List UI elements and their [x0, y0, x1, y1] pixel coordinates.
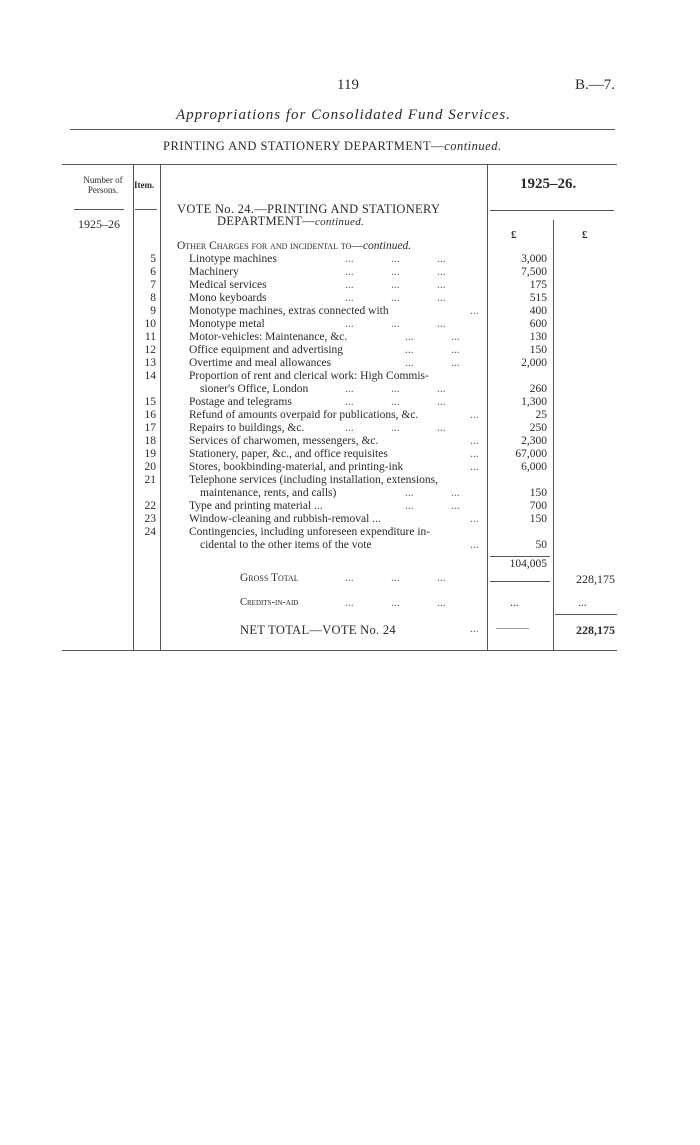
item-description: Motor-vehicles: Maintenance, &c.	[189, 331, 348, 343]
table-row	[0, 370, 700, 383]
item-amount: 400	[529, 305, 547, 317]
item-amount: 250	[529, 422, 547, 434]
item-amount: 260	[529, 383, 547, 395]
item-description: Refund of amounts overpaid for publications, &c.	[189, 409, 419, 421]
item-description: Proportion of rent and clerical work: High Commis-	[189, 370, 429, 382]
header-item: Item.	[134, 180, 155, 190]
dot-leader: ...	[470, 461, 479, 473]
item-description: Window-cleaning and rubbish-removal ...	[189, 513, 381, 525]
dot-leader: ...	[470, 448, 479, 460]
item-amount: 3,000	[521, 253, 547, 265]
item-description: Medical services	[189, 279, 267, 291]
item-description: Stores, bookbinding-material, and printing-ink	[189, 461, 404, 473]
vote-title-line2-text: DEPARTMENT—	[217, 214, 315, 228]
table-row	[0, 266, 700, 279]
item-description: Type and printing material ...	[189, 500, 323, 512]
table-row	[0, 461, 700, 474]
item-description: Telephone services (including installation, extensions,	[189, 474, 438, 486]
dot-leader: ... ... ...	[345, 318, 446, 330]
table-row	[0, 474, 700, 487]
dot-leader: ...	[470, 305, 479, 317]
header-rule-persons	[74, 209, 124, 210]
section-heading-text: PRINTING AND STATIONERY DEPARTMENT—	[163, 139, 445, 153]
dot-leader: ... ... ...	[345, 383, 446, 395]
item-description: Mono keyboards	[189, 292, 267, 304]
credits-value-2: ...	[578, 597, 587, 609]
dot-leader: ... ... ...	[345, 253, 446, 265]
item-number: 5	[150, 253, 156, 265]
other-charges-heading	[177, 240, 411, 252]
table-row	[0, 435, 700, 448]
item-number: 19	[144, 448, 156, 460]
table-row	[0, 253, 700, 266]
item-description: Monotype machines, extras connected with	[189, 305, 389, 317]
item-amount: 700	[529, 500, 547, 512]
item-number: 18	[144, 435, 156, 447]
item-description: Machinery	[189, 266, 239, 278]
item-description-cont: maintenance, rents, and calls)	[200, 487, 337, 499]
page-title: Appropriations for Consolidated Fund Services.	[176, 107, 512, 123]
net-total-leader: ...	[470, 623, 479, 635]
dot-leader: ... ... ...	[345, 266, 446, 278]
item-number: 24	[144, 526, 156, 538]
header-year: 1925–26.	[520, 176, 577, 192]
persons-year: 1925–26	[78, 217, 120, 231]
item-description: Office equipment and advertising	[189, 344, 344, 356]
item-description: Linotype machines	[189, 253, 277, 265]
item-description: Overtime and meal allowances	[189, 357, 332, 369]
vote-title-line1: VOTE No. 24.—PRINTING AND STATIONERY	[177, 202, 441, 216]
credits-rule	[555, 614, 617, 615]
item-amount: 130	[529, 331, 547, 343]
item-number: 22	[144, 500, 156, 512]
gross-total-value: 228,175	[576, 572, 615, 586]
item-amount: 150	[529, 487, 547, 499]
item-number: 11	[144, 331, 156, 343]
item-amount: 515	[529, 292, 547, 304]
item-description-cont: cidental to the other items of the vote	[200, 539, 372, 551]
dot-leader: ... ...	[405, 331, 460, 343]
currency-symbol-1: £	[511, 229, 517, 241]
item-number: 21	[144, 474, 156, 486]
table-row	[0, 526, 700, 539]
dot-leader: ... ... ...	[345, 292, 446, 304]
item-number: 6	[150, 266, 156, 278]
item-number: 9	[150, 305, 156, 317]
item-number: 20	[144, 461, 156, 473]
net-total-label: NET TOTAL—VOTE No. 24	[240, 623, 396, 637]
table-row	[0, 318, 700, 331]
item-number: 23	[144, 513, 156, 525]
dot-leader: ... ... ...	[345, 396, 446, 408]
table-row-continuation	[0, 539, 700, 552]
item-amount: 1,300	[521, 396, 547, 408]
other-charges-text: Other Charges for and incidental to—	[177, 240, 363, 252]
dot-leader: ...	[470, 435, 479, 447]
table-row	[0, 513, 700, 526]
item-amount: 150	[529, 513, 547, 525]
credits-value-1: ...	[510, 597, 519, 609]
table-row	[0, 344, 700, 357]
item-description: Repairs to buildings, &c.	[189, 422, 305, 434]
title-rule	[70, 129, 615, 130]
table-row	[0, 279, 700, 292]
item-number: 14	[144, 370, 156, 382]
item-description-cont: sioner's Office, London	[200, 383, 309, 395]
dot-leader: ...	[470, 513, 479, 525]
gross-rule-amt	[490, 581, 550, 582]
item-amount: 6,000	[521, 461, 547, 473]
dot-leader: ... ...	[405, 487, 460, 499]
table-row	[0, 448, 700, 461]
table-row	[0, 422, 700, 435]
table-row-continuation	[0, 487, 700, 500]
dot-leader: ...	[470, 539, 479, 551]
header-rule-year	[490, 210, 614, 211]
item-description: Postage and telegrams	[189, 396, 292, 408]
item-amount: 150	[529, 344, 547, 356]
item-amount: 7,500	[521, 266, 547, 278]
table-row-continuation	[0, 383, 700, 396]
section-heading	[163, 139, 502, 154]
gross-total-label: Gross Total	[240, 572, 299, 584]
item-amount: 175	[529, 279, 547, 291]
dot-leader: ... ...	[405, 500, 460, 512]
item-number: 12	[144, 344, 156, 356]
table-bottom-rule	[62, 650, 617, 651]
item-number: 15	[144, 396, 156, 408]
other-charges-cont: continued.	[362, 240, 412, 252]
credits-in-aid-label: Credits-in-aid	[240, 597, 299, 608]
table-row	[0, 305, 700, 318]
item-number: 7	[150, 279, 156, 291]
table-row	[0, 396, 700, 409]
item-number: 17	[144, 422, 156, 434]
net-total-value: 228,175	[576, 623, 615, 637]
header-number-of-persons: Number of Persons.	[83, 175, 123, 195]
item-description: Services of charwomen, messengers, &c.	[189, 435, 379, 447]
table-row	[0, 500, 700, 513]
table-top-rule	[62, 164, 617, 165]
table-row	[0, 331, 700, 344]
item-amount: 50	[535, 539, 547, 551]
table-row	[0, 409, 700, 422]
item-amount: 25	[535, 409, 547, 421]
item-number: 10	[144, 318, 156, 330]
item-number: 16	[144, 409, 156, 421]
item-amount: 2,300	[521, 435, 547, 447]
page-ref: B.—7.	[575, 77, 616, 93]
table-row	[0, 357, 700, 370]
subtotal-rule	[490, 556, 550, 557]
header-rule-item	[135, 209, 157, 210]
item-number: 8	[150, 292, 156, 304]
dot-leader: ...	[470, 409, 479, 421]
dot-leader: ... ... ...	[345, 422, 446, 434]
section-heading-cont: continued.	[444, 139, 502, 153]
credits-leader: ... ... ...	[345, 597, 446, 609]
item-description: Contingencies, including unforeseen expenditure in-	[189, 526, 431, 538]
vote-title-cont: continued.	[314, 216, 365, 228]
dot-leader: ... ...	[405, 357, 460, 369]
item-amount: 600	[529, 318, 547, 330]
item-number: 13	[144, 357, 156, 369]
table-row	[0, 292, 700, 305]
item-description: Monotype metal	[189, 318, 265, 330]
item-description: Stationery, paper, &c., and office requisites	[189, 448, 388, 460]
item-amount: 67,000	[515, 448, 547, 460]
gross-total-leader: ... ... ...	[345, 572, 446, 584]
dot-leader: ... ... ...	[345, 279, 446, 291]
net-total-dash: ———	[496, 622, 529, 634]
subtotal-value: 104,005	[509, 558, 547, 570]
currency-symbol-2: £	[582, 229, 588, 241]
item-amount: 2,000	[521, 357, 547, 369]
page-number: 119	[337, 77, 359, 93]
vote-title-line2	[217, 214, 364, 229]
dot-leader: ... ...	[405, 344, 460, 356]
